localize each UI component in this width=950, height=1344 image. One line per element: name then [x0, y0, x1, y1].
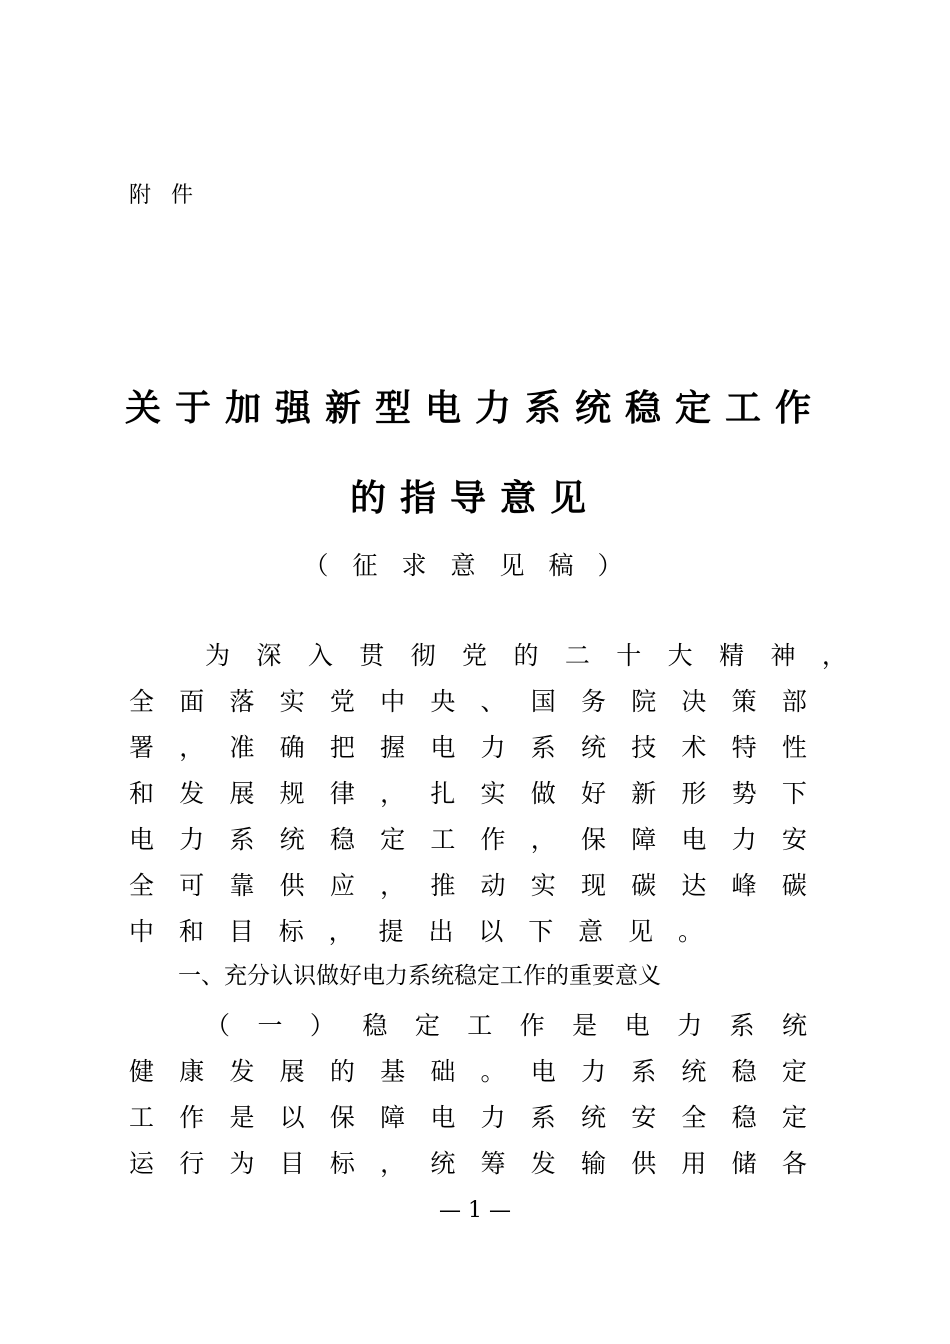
body-char: 力	[480, 1103, 506, 1132]
body-char: 面	[179, 687, 205, 716]
body-char: 系	[229, 825, 255, 854]
intro-line	[129, 824, 807, 856]
body-char: 见	[628, 917, 654, 946]
body-char: 康	[179, 1057, 205, 1086]
body-char: 做	[530, 779, 556, 808]
body-char: 力	[731, 825, 757, 854]
intro-line	[129, 732, 807, 764]
body-char: 稳	[362, 1011, 388, 1040]
body-char: 署	[129, 733, 155, 762]
body-char: 发	[179, 779, 205, 808]
body-char: 落	[229, 687, 255, 716]
body-char: 工	[467, 1011, 493, 1040]
body-char: 下	[528, 917, 554, 946]
section-heading: 一、充分认识做好电力系统稳定工作的重要意义	[178, 963, 661, 989]
body-char: 安	[781, 825, 807, 854]
body-char: 标	[329, 1149, 355, 1178]
body-char: 运	[129, 1149, 155, 1178]
body-char: 各	[781, 1149, 807, 1178]
body-char: 下	[781, 779, 807, 808]
body-char: 党	[329, 687, 355, 716]
body-char: 全	[681, 1103, 707, 1132]
body-char: 准	[229, 733, 255, 762]
body-char: 策	[731, 687, 757, 716]
body-char: 碳	[781, 871, 807, 900]
body-char: 系	[530, 733, 556, 762]
section-line	[205, 1010, 807, 1042]
body-char: 可	[179, 871, 205, 900]
body-char: ，	[380, 779, 406, 808]
body-char: 提	[378, 917, 404, 946]
body-char: 电	[430, 733, 456, 762]
body-char: 发	[530, 1149, 556, 1178]
body-char: 力	[580, 1057, 606, 1086]
body-char: 新	[631, 779, 657, 808]
body-char: 为	[229, 1149, 255, 1178]
body-char: 定	[380, 825, 406, 854]
body-char: 统	[430, 1149, 456, 1178]
body-char: 十	[616, 641, 642, 670]
intro-line	[129, 916, 703, 948]
body-char: 意	[578, 917, 604, 946]
body-char: 输	[580, 1149, 606, 1178]
body-char: 以	[478, 917, 504, 946]
body-char: 。	[480, 1057, 506, 1086]
body-char: 作	[480, 825, 506, 854]
document-title-line-2: 的指导意见	[349, 478, 600, 519]
body-char: 贯	[359, 641, 385, 670]
page-number: — 1 —	[439, 1198, 511, 1223]
body-char: 神	[770, 641, 796, 670]
body-char: 定	[781, 1057, 807, 1086]
body-char: 力	[677, 1011, 703, 1040]
body-char: 用	[681, 1149, 707, 1178]
body-char: 电	[129, 825, 155, 854]
body-char: 展	[279, 1057, 305, 1086]
body-char: 定	[414, 1011, 440, 1040]
intro-line	[129, 778, 807, 810]
body-char: ，	[530, 825, 556, 854]
body-char: 现	[580, 871, 606, 900]
body-char: 律	[329, 779, 355, 808]
body-char: 中	[380, 687, 406, 716]
body-char: 保	[580, 825, 606, 854]
body-char: 障	[631, 825, 657, 854]
body-char: 入	[307, 641, 333, 670]
body-char: 展	[229, 779, 255, 808]
body-char: （	[205, 1011, 231, 1040]
body-char: 筹	[480, 1149, 506, 1178]
body-char: ，	[179, 733, 205, 762]
body-char: 碳	[631, 871, 657, 900]
body-char: 基	[380, 1057, 406, 1086]
body-char: 推	[430, 871, 456, 900]
body-char: 健	[129, 1057, 155, 1086]
document-title-line-1: 关于加强新型电力系统稳定工作	[124, 388, 825, 429]
body-char: 工	[430, 825, 456, 854]
body-char: 规	[279, 779, 305, 808]
body-char: ，	[328, 917, 354, 946]
body-char: 院	[631, 687, 657, 716]
body-char: 央	[430, 687, 456, 716]
body-char: 扎	[430, 779, 456, 808]
body-char: 行	[179, 1149, 205, 1178]
body-char: 是	[229, 1103, 255, 1132]
body-char: 深	[256, 641, 282, 670]
body-char: 目	[228, 917, 254, 946]
body-char: 好	[580, 779, 606, 808]
body-char: 决	[681, 687, 707, 716]
body-char: 彻	[410, 641, 436, 670]
body-char: 稳	[731, 1057, 757, 1086]
body-char: 供	[631, 1149, 657, 1178]
body-char: 性	[781, 733, 807, 762]
body-char: 标	[278, 917, 304, 946]
body-char: 供	[279, 871, 305, 900]
body-char: 务	[580, 687, 606, 716]
body-char: 、	[480, 687, 506, 716]
body-char: 力	[480, 733, 506, 762]
body-char: 发	[229, 1057, 255, 1086]
body-char: 一	[257, 1011, 283, 1040]
body-char: 系	[631, 1057, 657, 1086]
body-char: ，	[380, 871, 406, 900]
body-char: 统	[279, 825, 305, 854]
body-char: 峰	[731, 871, 757, 900]
intro-line	[129, 870, 807, 902]
body-char: 目	[279, 1149, 305, 1178]
body-char: 础	[430, 1057, 456, 1086]
body-char: 应	[329, 871, 355, 900]
body-char: 作	[519, 1011, 545, 1040]
body-char: 达	[681, 871, 707, 900]
body-char: 国	[530, 687, 556, 716]
body-char: 的	[329, 1057, 355, 1086]
body-char: 力	[179, 825, 205, 854]
body-char: 储	[731, 1149, 757, 1178]
body-char: ，	[821, 641, 847, 670]
body-char: 精	[719, 641, 745, 670]
body-char: 中	[129, 917, 155, 946]
body-char: 和	[178, 917, 204, 946]
body-char: 技	[631, 733, 657, 762]
body-char: 和	[129, 779, 155, 808]
body-char: 是	[572, 1011, 598, 1040]
body-char: ）	[309, 1011, 335, 1040]
body-char: 系	[530, 1103, 556, 1132]
body-char: 定	[781, 1103, 807, 1132]
body-char: 电	[430, 1103, 456, 1132]
body-char: 稳	[731, 1103, 757, 1132]
body-char: 统	[580, 733, 606, 762]
body-char: 把	[329, 733, 355, 762]
body-char: 形	[681, 779, 707, 808]
section-line	[129, 1056, 807, 1088]
body-char: 党	[462, 641, 488, 670]
body-char: 的	[513, 641, 539, 670]
body-char: 为	[205, 641, 231, 670]
body-char: 电	[624, 1011, 650, 1040]
section-line	[129, 1148, 807, 1180]
body-char: 安	[631, 1103, 657, 1132]
body-char: 全	[129, 687, 155, 716]
body-char: 大	[667, 641, 693, 670]
body-char: 保	[329, 1103, 355, 1132]
body-char: 障	[380, 1103, 406, 1132]
body-char: 实	[279, 687, 305, 716]
body-char: 作	[179, 1103, 205, 1132]
body-char: 电	[530, 1057, 556, 1086]
body-char: 系	[729, 1011, 755, 1040]
body-char: 特	[731, 733, 757, 762]
body-char: 动	[480, 871, 506, 900]
body-char: 电	[681, 825, 707, 854]
body-char: 握	[380, 733, 406, 762]
body-char: 部	[781, 687, 807, 716]
body-char: 势	[731, 779, 757, 808]
document-subtitle: （征求意见稿）	[303, 551, 647, 580]
body-char: 统	[580, 1103, 606, 1132]
body-char: 术	[681, 733, 707, 762]
body-char: 。	[677, 917, 703, 946]
body-char: 统	[681, 1057, 707, 1086]
intro-line	[205, 640, 847, 672]
body-char: 二	[564, 641, 590, 670]
body-char: 全	[129, 871, 155, 900]
body-char: 工	[129, 1103, 155, 1132]
body-char: 确	[279, 733, 305, 762]
body-char: 统	[781, 1011, 807, 1040]
body-char: 靠	[229, 871, 255, 900]
body-char: 出	[428, 917, 454, 946]
body-char: ，	[380, 1149, 406, 1178]
body-char: 实	[480, 779, 506, 808]
intro-line	[129, 686, 807, 718]
attachment-label: 附件	[129, 183, 214, 208]
body-char: 实	[530, 871, 556, 900]
body-char: 以	[279, 1103, 305, 1132]
section-line	[129, 1102, 807, 1134]
body-char: 稳	[329, 825, 355, 854]
